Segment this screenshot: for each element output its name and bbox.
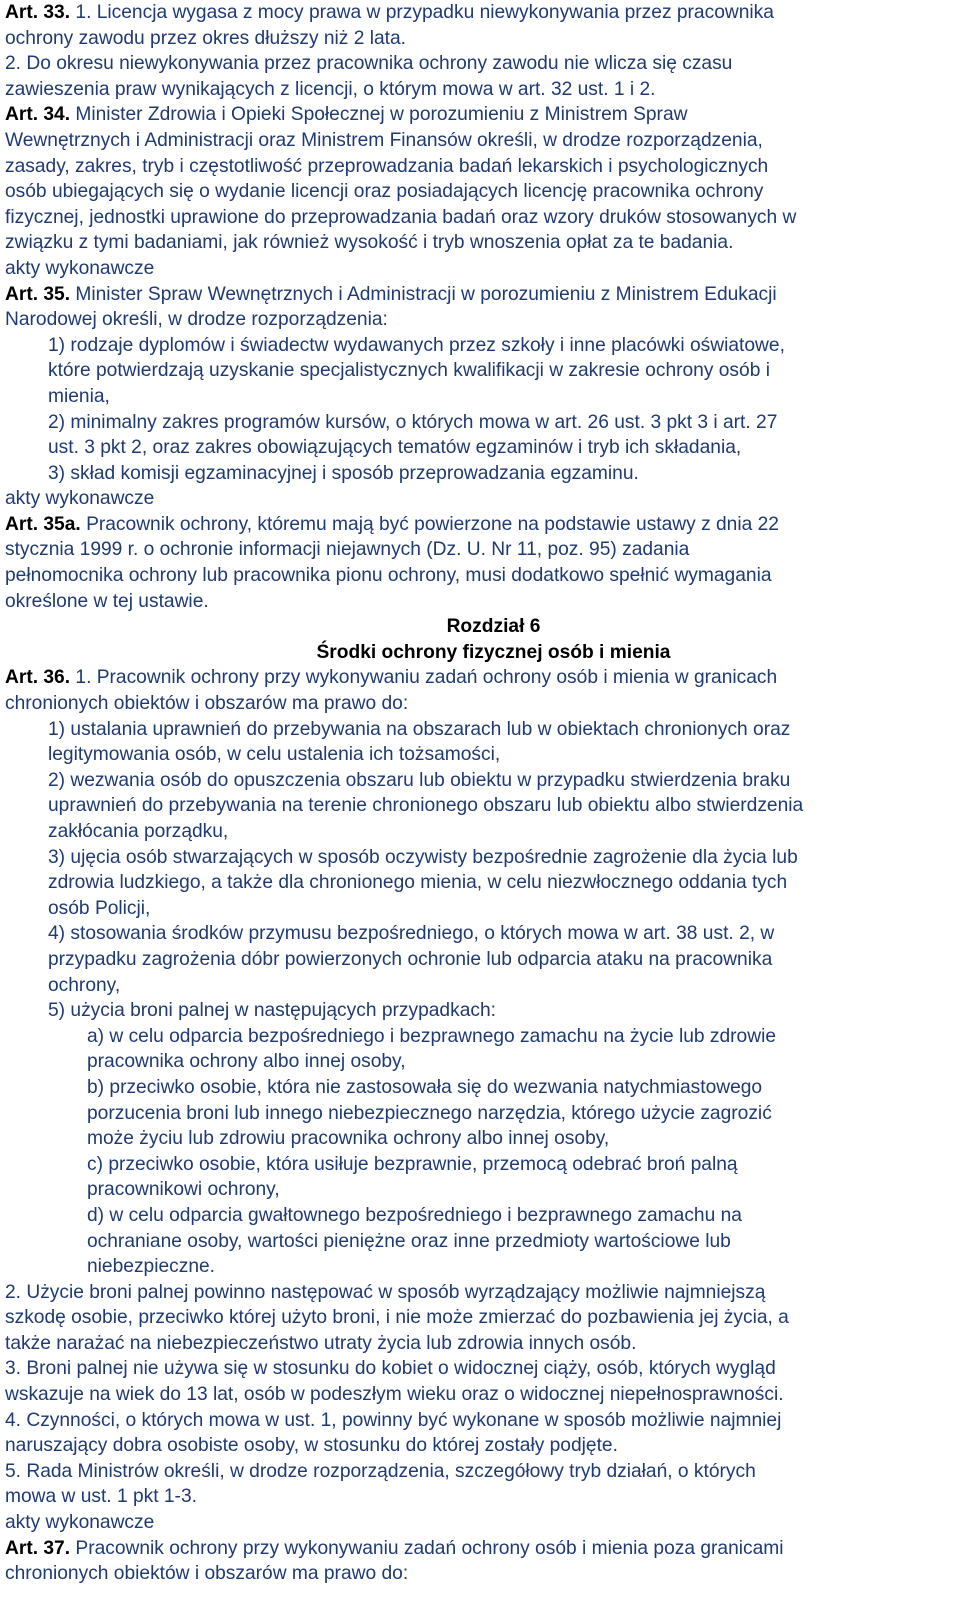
text-line xyxy=(5,691,954,717)
line-text: Minister Zdrowia i Opieki Społecznej w porozumieniu z Ministrem Spraw xyxy=(70,104,688,126)
text-line xyxy=(5,1075,954,1101)
line-text: 1. Pracownik ochrony przy wykonywaniu zadań ochrony osób i mienia w granicach xyxy=(70,667,778,689)
line-text: uprawnień do przebywania na terenie chronionego obszaru lub obiektu albo stwierdzenia xyxy=(48,795,804,817)
text-line xyxy=(5,230,954,256)
line-text: osób Policji, xyxy=(48,897,151,919)
line-text: d) w celu odparcia gwałtownego bezpośredniego i bezprawnego zamachu na xyxy=(87,1204,742,1226)
line-text: pracownika ochrony albo innej osoby, xyxy=(87,1051,406,1073)
text-line xyxy=(5,154,954,180)
text-line xyxy=(5,1024,954,1050)
text-line xyxy=(5,1280,954,1306)
text-line xyxy=(5,1152,954,1178)
line-text: 3. Broni palnej nie używa się w stosunku do kobiet o widocznej ciąży, osób, których wygląd xyxy=(5,1358,776,1380)
line-text: naruszający dobra osobiste osoby, w stosunku do której zostały podjęte. xyxy=(5,1435,618,1457)
line-text: pełnomocnika ochrony lub pracownika pionu ochrony, musi dodatkowo spełnić wymagania xyxy=(5,565,772,587)
line-text: ochraniane osoby, wartości pieniężne oraz inne przedmioty wartościowe lub xyxy=(87,1230,731,1252)
line-text: przypadku zagrożenia dóbr powierzonych ochronie lub odparcia ataku na pracownika xyxy=(48,948,773,970)
text-line xyxy=(5,1382,954,1408)
line-text: 1. Licencja wygasa z mocy prawa w przypadku niewykonywania przez pracownika xyxy=(70,2,774,23)
article-start-line xyxy=(5,102,954,128)
line-text: zdrowia ludzkiego, a także dla chronionego mienia, w celu niezwłocznego oddania tych xyxy=(48,872,788,894)
line-text: Narodowej określi, w drodze rozporządzenia: xyxy=(5,309,388,331)
line-text: 4) stosowania środków przymusu bezpośredniego, o których mowa w art. 38 ust. 2, w xyxy=(48,923,775,945)
line-text: mowa w ust. 1 pkt 1-3. xyxy=(5,1486,197,1508)
text-line xyxy=(5,973,954,999)
text-line xyxy=(5,1177,954,1203)
line-text: 2. Do okresu niewykonywania przez pracownika ochrony zawodu nie wlicza się czasu xyxy=(5,53,733,75)
line-text: osób ubiegających się o wydanie licencji oraz posiadających licencję pracownika ochrony xyxy=(5,181,764,203)
line-text: ochrony zawodu przez okres dłuższy niż 2 lata. xyxy=(5,27,406,49)
text-line xyxy=(5,1484,954,1510)
article-number: Art. 35a. xyxy=(5,513,81,535)
text-line xyxy=(5,537,954,563)
text-line xyxy=(5,128,954,154)
text-line xyxy=(5,486,954,512)
line-text: akty wykonawcze xyxy=(5,1512,155,1534)
text-line xyxy=(5,333,954,359)
line-text: związku z tymi badaniami, jak również wysokość i tryb wnoszenia opłat za te badania. xyxy=(5,232,734,254)
line-text: zasady, zakres, tryb i częstotliwość przeprowadzania badań lekarskich i psychologicznych xyxy=(5,155,769,177)
line-text: stycznia 1999 r. o ochronie informacji niejawnych (Dz. U. Nr 11, poz. 95) zadania xyxy=(5,539,690,561)
line-text: fizycznej, jednostki uprawione do przeprowadzania badań oraz wzory druków stosowanych w xyxy=(5,206,797,228)
line-text: 2) minimalny zakres programów kursów, o których mowa w art. 26 ust. 3 pkt 3 i art. 27 xyxy=(48,411,778,433)
text-line xyxy=(5,742,954,768)
line-text: ochrony, xyxy=(48,974,121,996)
text-line xyxy=(5,77,954,103)
text-line xyxy=(5,26,954,52)
text-line xyxy=(5,410,954,436)
text-line xyxy=(5,461,954,487)
line-text: wskazuje na wiek do 13 lat, osób w podeszłym wieku oraz o widocznej niepełnosprawności. xyxy=(5,1384,784,1406)
text-line xyxy=(5,179,954,205)
text-line xyxy=(5,589,954,615)
text-line xyxy=(5,435,954,461)
article-start-line xyxy=(5,282,954,308)
line-text: także narażać na niebezpieczeństwo utraty życia lub zdrowia innych osób. xyxy=(5,1332,637,1354)
line-text: które potwierdzają uzyskanie specjalistycznych kwalifikacji w zakresie ochrony osób i xyxy=(48,360,770,382)
chapter-heading: Środki ochrony fizycznej osób i mienia xyxy=(316,641,671,663)
line-text: akty wykonawcze xyxy=(5,257,155,279)
line-text: Pracownik ochrony, któremu mają być powierzone na podstawie ustawy z dnia 22 xyxy=(80,513,779,535)
text-line xyxy=(5,717,954,743)
text-line xyxy=(5,1203,954,1229)
text-line xyxy=(5,1459,954,1485)
text-line xyxy=(5,1101,954,1127)
line-text: ust. 3 pkt 2, oraz zakres obowiązujących tematów egzaminów i tryb ich składania, xyxy=(48,437,742,459)
line-text: b) przeciwko osobie, która nie zastosowała się do wezwania natychmiastowego xyxy=(87,1076,763,1098)
line-text: porzucenia broni lub innego niebezpiecznego narzędzia, którego użycie zagrozić xyxy=(87,1102,772,1124)
line-text: 5) użycia broni palnej w następujących przypadkach: xyxy=(48,1000,496,1022)
line-text: niebezpieczne. xyxy=(87,1256,216,1278)
line-text: a) w celu odparcia bezpośredniego i bezprawnego zamachu na życie lub zdrowie xyxy=(87,1025,777,1047)
line-text: 4. Czynności, o których mowa w ust. 1, powinny być wykonane w sposób możliwie najmniej xyxy=(5,1409,782,1431)
line-text: 1) rodzaje dyplomów i świadectw wydawanych przez szkoły i inne placówki oświatowe, xyxy=(48,334,785,356)
text-line xyxy=(5,1126,954,1152)
article-number: Art. 37. xyxy=(5,1537,71,1559)
line-text: określone w tej ustawie. xyxy=(5,590,209,612)
line-text: Pracownik ochrony przy wykonywaniu zadań ochrony osób i mienia poza granicami xyxy=(70,1537,784,1559)
line-text: Minister Spraw Wewnętrznych i Administracji w porozumieniu z Ministrem Edukacji xyxy=(70,283,777,305)
text-line xyxy=(5,563,954,589)
text-line xyxy=(5,793,954,819)
line-text: 1) ustalania uprawnień do przebywania na obszarach lub w obiektach chronionych oraz xyxy=(48,718,791,740)
text-line xyxy=(5,51,954,77)
line-text: pracownikowi ochrony, xyxy=(87,1179,280,1201)
text-line xyxy=(5,1356,954,1382)
text-line xyxy=(5,947,954,973)
line-text: 3) skład komisji egzaminacyjnej i sposób przeprowadzania egzaminu. xyxy=(48,462,639,484)
text-line xyxy=(5,1305,954,1331)
text-line xyxy=(5,1433,954,1459)
article-start-line xyxy=(5,1536,954,1562)
article-number: Art. 36. xyxy=(5,667,71,689)
line-text: szkodę osobie, przeciwko której użyto broni, i nie może zmierzać do pozbawienia jej życia, a xyxy=(5,1307,789,1329)
article-number: Art. 35. xyxy=(5,283,71,305)
text-line xyxy=(5,768,954,794)
line-text: może życiu lub zdrowiu pracownika ochrony albo innej osoby, xyxy=(87,1128,610,1150)
article-number: Art. 34. xyxy=(5,104,71,126)
text-line xyxy=(5,1561,954,1587)
line-text: 3) ujęcia osób stwarzających w sposób oczywisty bezpośrednie zagrożenie dla życia lub xyxy=(48,846,798,868)
line-text: 2. Użycie broni palnej powinno następować w sposób wyrządzający możliwie najmniejszą xyxy=(5,1281,766,1303)
text-line xyxy=(5,870,954,896)
text-line xyxy=(5,1049,954,1075)
line-text: 5. Rada Ministrów określi, w drodze rozporządzenia, szczegółowy tryb działań, o których xyxy=(5,1460,756,1482)
text-line xyxy=(5,384,954,410)
article-start-line xyxy=(5,0,954,26)
text-line xyxy=(5,845,954,871)
article-number: Art. 33. xyxy=(5,2,71,23)
text-line xyxy=(5,1229,954,1255)
line-text: 2) wezwania osób do opuszczenia obszaru lub obiektu w przypadku stwierdzenia braku xyxy=(48,769,791,791)
text-line xyxy=(5,307,954,333)
line-text: chronionych obiektów i obszarów ma prawo do: xyxy=(5,1563,409,1585)
article-start-line xyxy=(5,665,954,691)
text-line xyxy=(5,1408,954,1434)
text-line xyxy=(5,1331,954,1357)
line-text: zawieszenia praw wynikających z licencji, o którym mowa w art. 32 ust. 1 i 2. xyxy=(5,78,656,100)
line-text: Wewnętrznych i Administracji oraz Ministrem Finansów określi, w drodze rozporządzenia, xyxy=(5,129,763,151)
line-text: mienia, xyxy=(48,385,110,407)
article-start-line xyxy=(5,512,954,538)
text-line xyxy=(5,205,954,231)
text-line xyxy=(5,358,954,384)
line-text: zakłócania porządku, xyxy=(48,821,229,842)
line-text: legitymowania osób, w celu ustalenia ich tożsamości, xyxy=(48,744,501,766)
text-line xyxy=(5,896,954,922)
text-line xyxy=(5,1510,954,1536)
chapter-heading: Rozdział 6 xyxy=(446,616,541,638)
line-text: akty wykonawcze xyxy=(5,488,155,510)
line-text: c) przeciwko osobie, która usiłuje bezprawnie, przemocą odebrać broń palną xyxy=(87,1153,738,1175)
text-line xyxy=(5,998,954,1024)
line-text: chronionych obiektów i obszarów ma prawo do: xyxy=(5,693,409,715)
text-line xyxy=(5,921,954,947)
text-line xyxy=(5,256,954,282)
text-line xyxy=(5,819,954,845)
text-line xyxy=(5,1254,954,1280)
